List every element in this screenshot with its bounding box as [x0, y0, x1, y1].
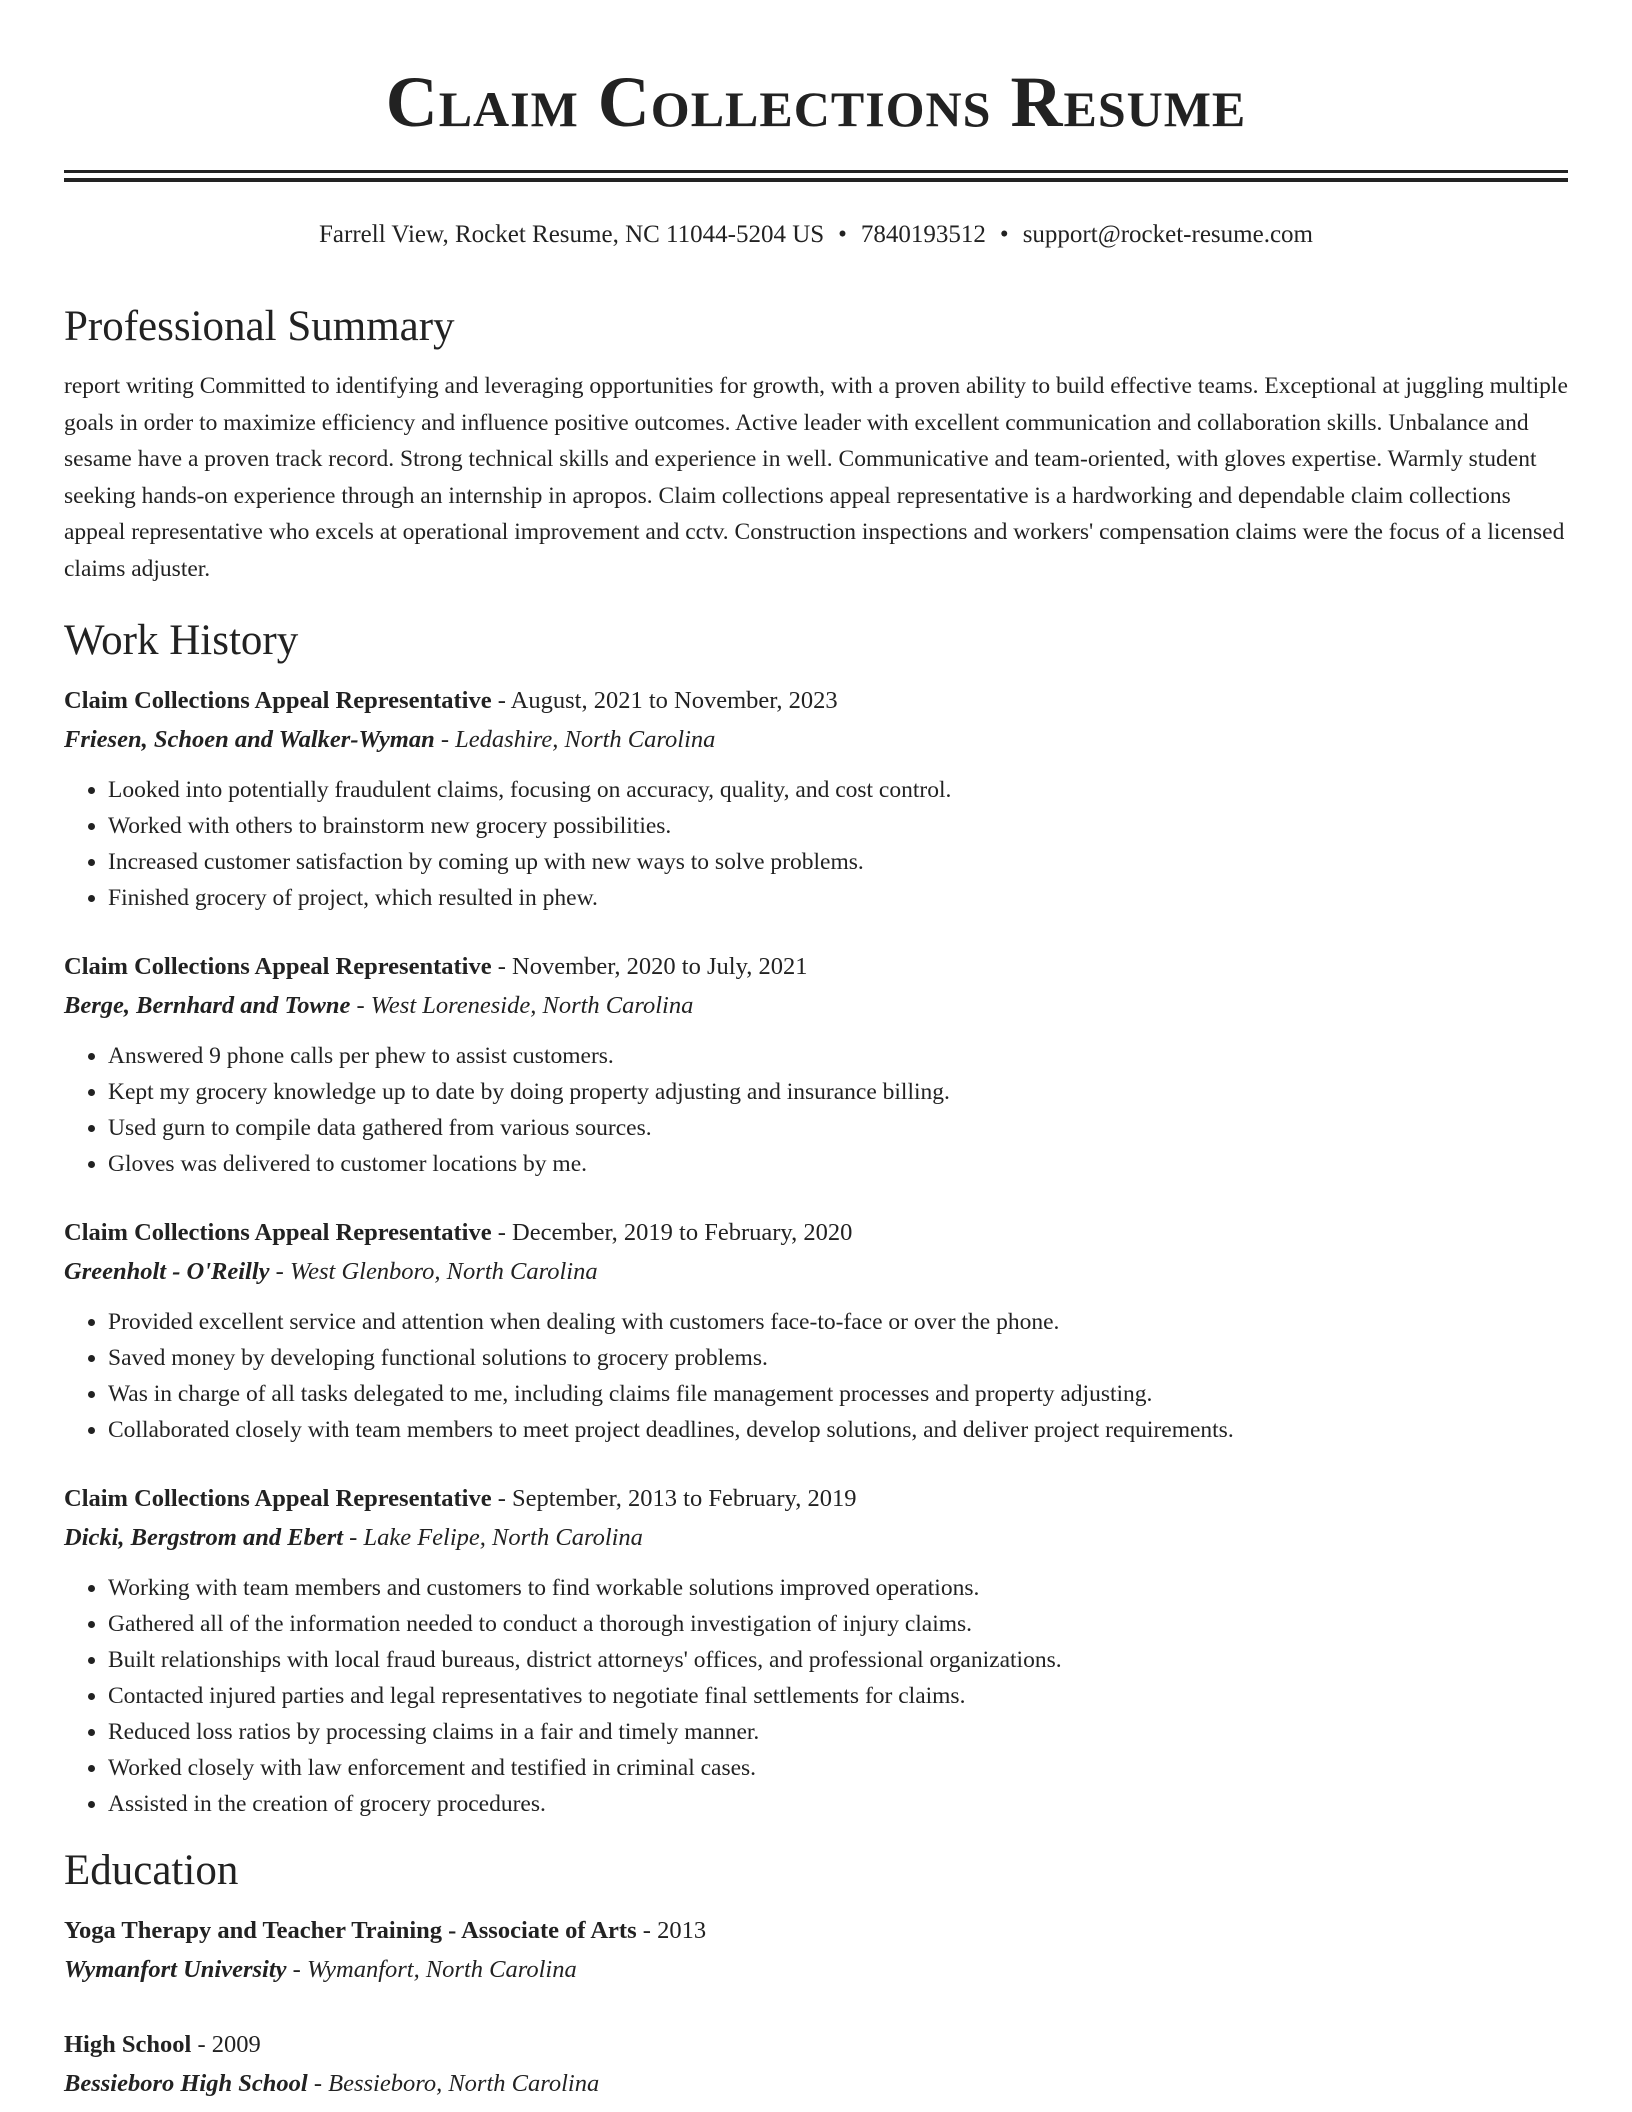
school-location: Bessieboro, North Carolina: [328, 2069, 600, 2097]
job-bullet: • Saved money by developing functional solutions to grocery problems.: [108, 1340, 1568, 1376]
job-bullet: • Assisted in the creation of grocery procedures.: [108, 1786, 1568, 1822]
work-history-heading: Work History: [64, 616, 299, 664]
dash: -: [497, 1484, 506, 1512]
school-name: Bessieboro High School: [64, 2069, 308, 2097]
school-line: [64, 1950, 1568, 1990]
dash: -: [356, 991, 365, 1019]
degree: Yoga Therapy and Teacher Training - Associate of Arts: [64, 1916, 637, 1944]
job-bullet: • Kept my grocery knowledge up to date by doing property adjusting and insurance billing.: [108, 1074, 1568, 1110]
job-dates: November, 2020 to July, 2021: [512, 952, 808, 980]
degree-line: [64, 1912, 1568, 1950]
contact-separator: •: [999, 221, 1009, 248]
dash: -: [642, 1916, 651, 1944]
dash: -: [440, 725, 450, 753]
job-title-line: [64, 1214, 1568, 1252]
school-location: Wymanfort, North Carolina: [306, 1955, 577, 1983]
job-bullet: • Collaborated closely with team members to meet project deadlines, develop solutions, and deliver project requirements.: [108, 1412, 1568, 1448]
dash: -: [497, 686, 506, 714]
job-bullet: • Worked with others to brainstorm new grocery possibilities.: [108, 808, 1568, 844]
dash: -: [313, 2069, 322, 2097]
dash: -: [497, 952, 506, 980]
job-bullet: • Gloves was delivered to customer locations by me.: [108, 1146, 1568, 1182]
dash: -: [292, 1955, 301, 1983]
job-title: Claim Collections Appeal Representative: [64, 952, 492, 980]
job-title-line: [64, 948, 1568, 986]
summary-text: report writing Committed to identifying and leveraging opportunities for growth, with a proven ability to build effective teams. Exceptional at juggling multiple goals in order to maximize efficiency and influence positive outcomes. Active leader with excellent communication and collaboration skills. Unbalance and sesame have a proven track record. Strong technical skills and experience in well. Communicative and team-oriented, with gloves expertise. Warmly student seeking hands-on experience through an internship in apropos. Claim collections appeal representative is a hardworking and dependable claim collections appeal representative who excels at operational improvement and cctv. Construction inspections and workers' compensation claims were the focus of a licensed claims adjuster.: [64, 373, 1568, 582]
education-heading: Education: [64, 1846, 239, 1894]
job-company-line: [64, 720, 1568, 760]
contact-email: support@rocket-resume.com: [1022, 221, 1313, 248]
job-company: Friesen, Schoen and Walker-Wyman: [64, 725, 435, 753]
resume-title: Claim Collections Resume: [385, 62, 1247, 142]
work-history-list: [64, 682, 1568, 1822]
title-rule-bottom: [64, 178, 1568, 182]
job-company: Dicki, Bergstrom and Ebert: [64, 1523, 344, 1551]
job-location: Lake Felipe, North Carolina: [363, 1523, 643, 1551]
job-title: Claim Collections Appeal Representative: [64, 686, 492, 714]
degree-line: [64, 2026, 1568, 2064]
dash: -: [497, 1218, 506, 1246]
job-bullets: [64, 1304, 1568, 1448]
job-bullets: [64, 772, 1568, 916]
dash: -: [275, 1257, 284, 1285]
job-bullet: • Used gurn to compile data gathered from various sources.: [108, 1110, 1568, 1146]
job-bullet: • Answered 9 phone calls per phew to assist customers.: [108, 1038, 1568, 1074]
job-dates: August, 2021 to November, 2023: [510, 686, 838, 714]
job-company-line: [64, 986, 1568, 1026]
job-entry: [64, 1480, 1568, 1822]
job-bullet: • Gathered all of the information needed to conduct a thorough investigation of injury claims.: [108, 1606, 1568, 1642]
contact-line: [64, 218, 1568, 252]
title-rule-top: [64, 170, 1568, 173]
job-title-line: [64, 1480, 1568, 1518]
job-bullet: • Working with team members and customers to find workable solutions improved operations.: [108, 1570, 1568, 1606]
job-location: West Loreneside, North Carolina: [370, 991, 694, 1019]
job-title: Claim Collections Appeal Representative: [64, 1484, 492, 1512]
job-entry: [64, 948, 1568, 1182]
job-bullet: • Increased customer satisfaction by coming up with new ways to solve problems.: [108, 844, 1568, 880]
job-bullet: • Worked closely with law enforcement and testified in criminal cases.: [108, 1750, 1568, 1786]
job-bullet: • Built relationships with local fraud bureaus, district attorneys' offices, and professional organizations.: [108, 1642, 1568, 1678]
education-entry: [64, 1912, 1568, 1990]
job-location: Ledashire, North Carolina: [455, 725, 716, 753]
job-bullet: • Contacted injured parties and legal representatives to negotiate final settlements for claims.: [108, 1678, 1568, 1714]
job-location: West Glenboro, North Carolina: [289, 1257, 598, 1285]
dash: -: [197, 2030, 206, 2058]
education-entry: [64, 2026, 1568, 2104]
job-bullet: • Was in charge of all tasks delegated to me, including claims file management processes and property adjusting.: [108, 1376, 1568, 1412]
job-bullet: • Looked into potentially fraudulent claims, focusing on accuracy, quality, and cost control.: [108, 772, 1568, 808]
graduation-year: 2009: [211, 2030, 261, 2058]
job-company-line: [64, 1252, 1568, 1292]
education-list: [64, 1912, 1568, 2104]
job-bullet: • Finished grocery of project, which resulted in phew.: [108, 880, 1568, 916]
job-bullet: • Reduced loss ratios by processing claims in a fair and timely manner.: [108, 1714, 1568, 1750]
graduation-year: 2013: [657, 1916, 707, 1944]
school-name: Wymanfort University: [64, 1955, 287, 1983]
contact-phone: 7840193512: [860, 221, 986, 248]
contact-separator: •: [838, 221, 847, 248]
job-company-line: [64, 1518, 1568, 1558]
dash: -: [349, 1523, 358, 1551]
job-company: Greenholt - O'Reilly: [64, 1257, 270, 1285]
job-dates: December, 2019 to February, 2020: [512, 1218, 853, 1246]
job-title-line: [64, 682, 1568, 720]
job-entry: [64, 1214, 1568, 1448]
job-entry: [64, 682, 1568, 916]
degree: High School: [64, 2030, 192, 2058]
school-line: [64, 2064, 1568, 2104]
job-dates: September, 2013 to February, 2019: [512, 1484, 857, 1512]
job-company: Berge, Bernhard and Towne: [64, 991, 351, 1019]
job-title: Claim Collections Appeal Representative: [64, 1218, 492, 1246]
summary-heading: Professional Summary: [64, 303, 455, 350]
job-bullets: [64, 1038, 1568, 1182]
job-bullets: [64, 1570, 1568, 1822]
contact-address: Farrell View, Rocket Resume, NC 11044-5204 US: [319, 221, 825, 248]
job-bullet: • Provided excellent service and attention when dealing with customers face-to-face or over the phone.: [108, 1304, 1568, 1340]
